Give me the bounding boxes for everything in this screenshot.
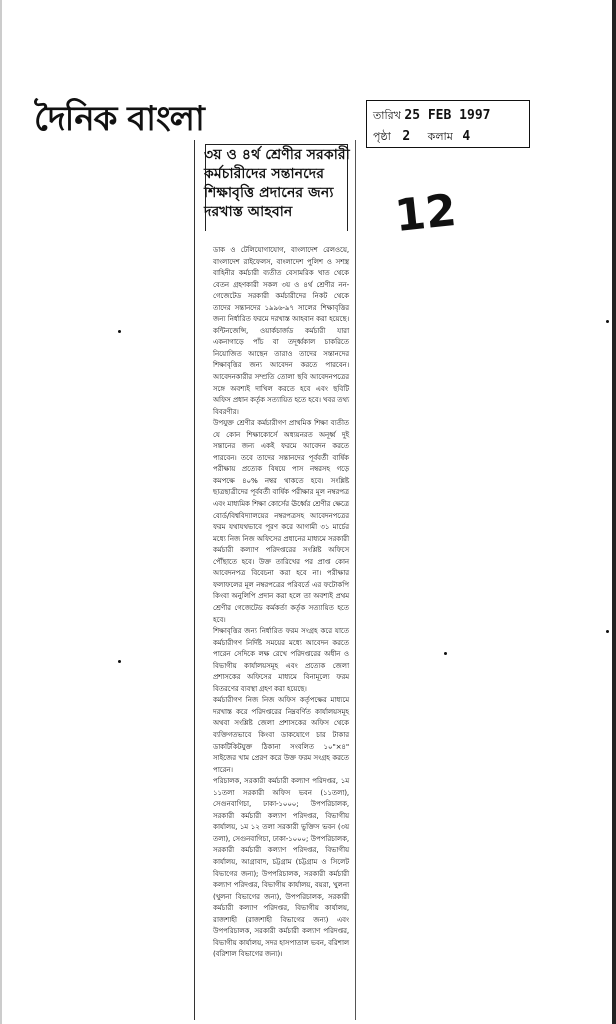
scan-speck (606, 630, 609, 633)
scan-speck (118, 330, 121, 333)
date-value: 25 FEB 1997 (404, 108, 491, 123)
date-stamp-box (366, 100, 530, 148)
date-label: তারিখ (373, 109, 401, 122)
newspaper-masthead: দৈনিক বাংলা (34, 99, 204, 139)
headline-line: শিক্ষাবৃত্তি প্রদানের জন্য (204, 185, 334, 201)
column-label: কলাম (427, 130, 453, 143)
column-value: 4 (462, 129, 471, 144)
page-value: 2 (402, 129, 411, 144)
scan-speck (606, 320, 609, 323)
article-paragraph: কর্মচারীগণ নিজ নিজ অফিস কর্তৃপক্ষের মাধ্যমে দরখাস্ত করে পরিদপ্তরের নিম্নবর্ণিত কার্যালয়সমূহ অথবা সংশ্লিষ্ট জেলা প্রশাসকের অফিস থেকে ব্যক্তিগতভাবে কিংবা ডাকযোগে চার টাকার ডাকটিকিটযুক্ত ঠিকানা সংবলিত ১০"×৪" সাইজের খাম প্রেরণ করে উক্ত ফরম সংগ্রহ করতে পারেন। (213, 695, 349, 774)
headline-line: দরখাস্ত আহবান (204, 204, 293, 220)
date-row (373, 107, 490, 126)
article-body (213, 244, 349, 960)
article-headline (204, 146, 350, 222)
handwritten-number: 12 (392, 184, 459, 243)
article-paragraph: উপযুক্ত শ্রেণীর কর্মচারীগণ প্রাথমিক শিক্ষা ব্যতীত যে কোন শিক্ষাকোর্সে অধ্যয়নরত অনূর্ধ্ব দুই সন্তানের জন্য একই ফরমে আবেদন করতে পারবেন। তবে তাদের সন্তানদের পূর্ববর্তী বার্ষিক পরীক্ষায় প্রত্যেক বিষয়ে পাস নম্বরসহ গড়ে কমপক্ষে ৪০% নম্বর থাকতে হবে। সংশ্লিষ্ট ছাত্রছাত্রীদের পূর্ববর্তী বার্ষিক পরীক্ষার মূল নম্বরপত্র এবং মাধ্যমিক শিক্ষা কোর্সের ঊর্ধ্বের শ্রেণীর ক্ষেত্রে বোর্ড/বিশ্ববিদ্যালয়ের নম্বরপত্রসহ আবেদনপত্রের ফরম যথাযথভাবে পূরণ করে আগামী ৩১ মার্চের মধ্যে নিজ নিজ অফিসের প্রধানের মাধ্যমে সরকারী কর্মচারী কল্যাণ পরিদপ্তরের সংশ্লিষ্ট অফিসে পৌঁছাতে হবে। উক্ত তারিখের পর প্রাপ্ত কোন আবেদনপত্র বিবেচনা করা হবে না। পরীক্ষার ফলাফলের মূল নম্বরপত্রের পরিবর্তে এর ফটোকপি কিংবা অনুলিপি প্রদান করা হলে তা অবশ্যই প্রথম শ্রেণীর গেজেটেড কর্মকর্তা কর্তৃক সত্যায়িত হতে হবে। (213, 418, 349, 624)
scan-speck (444, 652, 447, 655)
headline-line: কর্মচারীদের সন্তানদের (204, 166, 325, 182)
article-paragraph: পরিচালক, সরকারী কর্মচারী কল্যাণ পরিদপ্তর, ১ম ১১তলা সরকারী অফিস ভবন (১১তলা), সেগুনবাগিচা, ঢাকা-১০০০; উপপরিচালক, সরকারী কর্মচারী কল্যাণ পরিদপ্তর, বিভাগীয় কার্যালয়, ১ম ১২ তলা সরকারী ভুক্তিস ভবন (৩য় তলা), সেগুনবাগিচা, ঢাকা-১০০০; উপপরিচালক, সরকারী কর্মচারী কল্যাণ পরিদপ্তর, বিভাগীয় কার্যালয়, আগ্রাবাদ, চট্টগ্রাম (চট্টগ্রাম ও সিলেট বিভাগের জন্য); উপপরিচালক, সরকারী কর্মচারী কল্যাণ পরিদপ্তর, বিভাগীয় কার্যালয়, বয়রা, খুলনা (খুলনা বিভাগের জন্য), উপপরিচালক, সরকারী কর্মচারী কল্যাণ পরিদপ্তর, বিভাগীয় কার্যালয়, রাজশাহী (রাজশাহী বিভাগের জন্য) এবং উপপরিচালক, সরকারী কর্মচারী কল্যাণ পরিদপ্তর, বিভাগীয় কার্যালয়, সদর হাসপাতাল ভবন, বরিশাল (বরিশাল বিভাগের জন্য)। (213, 776, 349, 959)
scan-edge-left (0, 0, 2, 1024)
article-paragraph: শিক্ষাবৃত্তির জন্য নির্ধারিত ফরম সংগ্রহ করে যাতে কর্মচারীগণ নির্দিষ্ট সময়ের মধ্যে আবেদন করতে পারেন সেদিকে লক্ষ রেখে পরিদপ্তরের অধীন ও বিভাগীয় কার্যালয়সমূহ এবং প্রত্যেক জেলা প্রশাসকের অফিসের মাধ্যমে বিনামূল্যে ফরম বিতরণের ব্যবস্থা গ্রহণ করা হয়েছে। (213, 626, 349, 693)
scan-edge-right (612, 0, 616, 1024)
page-label: পৃষ্ঠা (373, 130, 391, 143)
page-column-row (373, 128, 470, 147)
scan-speck (118, 660, 121, 663)
headline-line: ৩য় ও ৪র্থ শ্রেণীর সরকারী (204, 147, 350, 163)
article-paragraph: ডাক ও টেলিযোগাযোগ, বাংলাদেশ রেলওয়ে, বাংলাদেশ রাইফেলস, বাংলাদেশ পুলিশ ও সশস্ত্র বাহিনীর কর্মচারী ব্যতীত বেসামরিক খাত থেকে বেতন গ্রহণকারী সকল ৩য় ও ৪র্থ শ্রেণীর নন-গেজেটেড সরকারী কর্মচারীদের নিকট থেকে তাদের সন্তানদের ১৯৯৬-৯৭ সালের শিক্ষাবৃত্তির জন্য নির্ধারিত ফরমে দরখাস্ত আহবান করা হয়েছে। কন্টিনজেন্সি, ওয়ার্কচার্জড কর্মচারী যারা একনাগাড়ে পাঁচ বা তদূর্ধ্বকাল চাকরিতে নিয়োজিত আছেন তারাও তাদের সন্তানদের শিক্ষাবৃত্তির জন্য আবেদন করতে পারবেন। আবেদনকারীর সম্প্রতি তোলা ছবি আবেদনপত্রের সঙ্গে অবশ্যই দাখিল করতে হবে এবং ছবিটি অফিস প্রধান কর্তৃক সত্যায়িত হতে হবে। খবর তথ্য বিবরণীর। (213, 245, 349, 416)
